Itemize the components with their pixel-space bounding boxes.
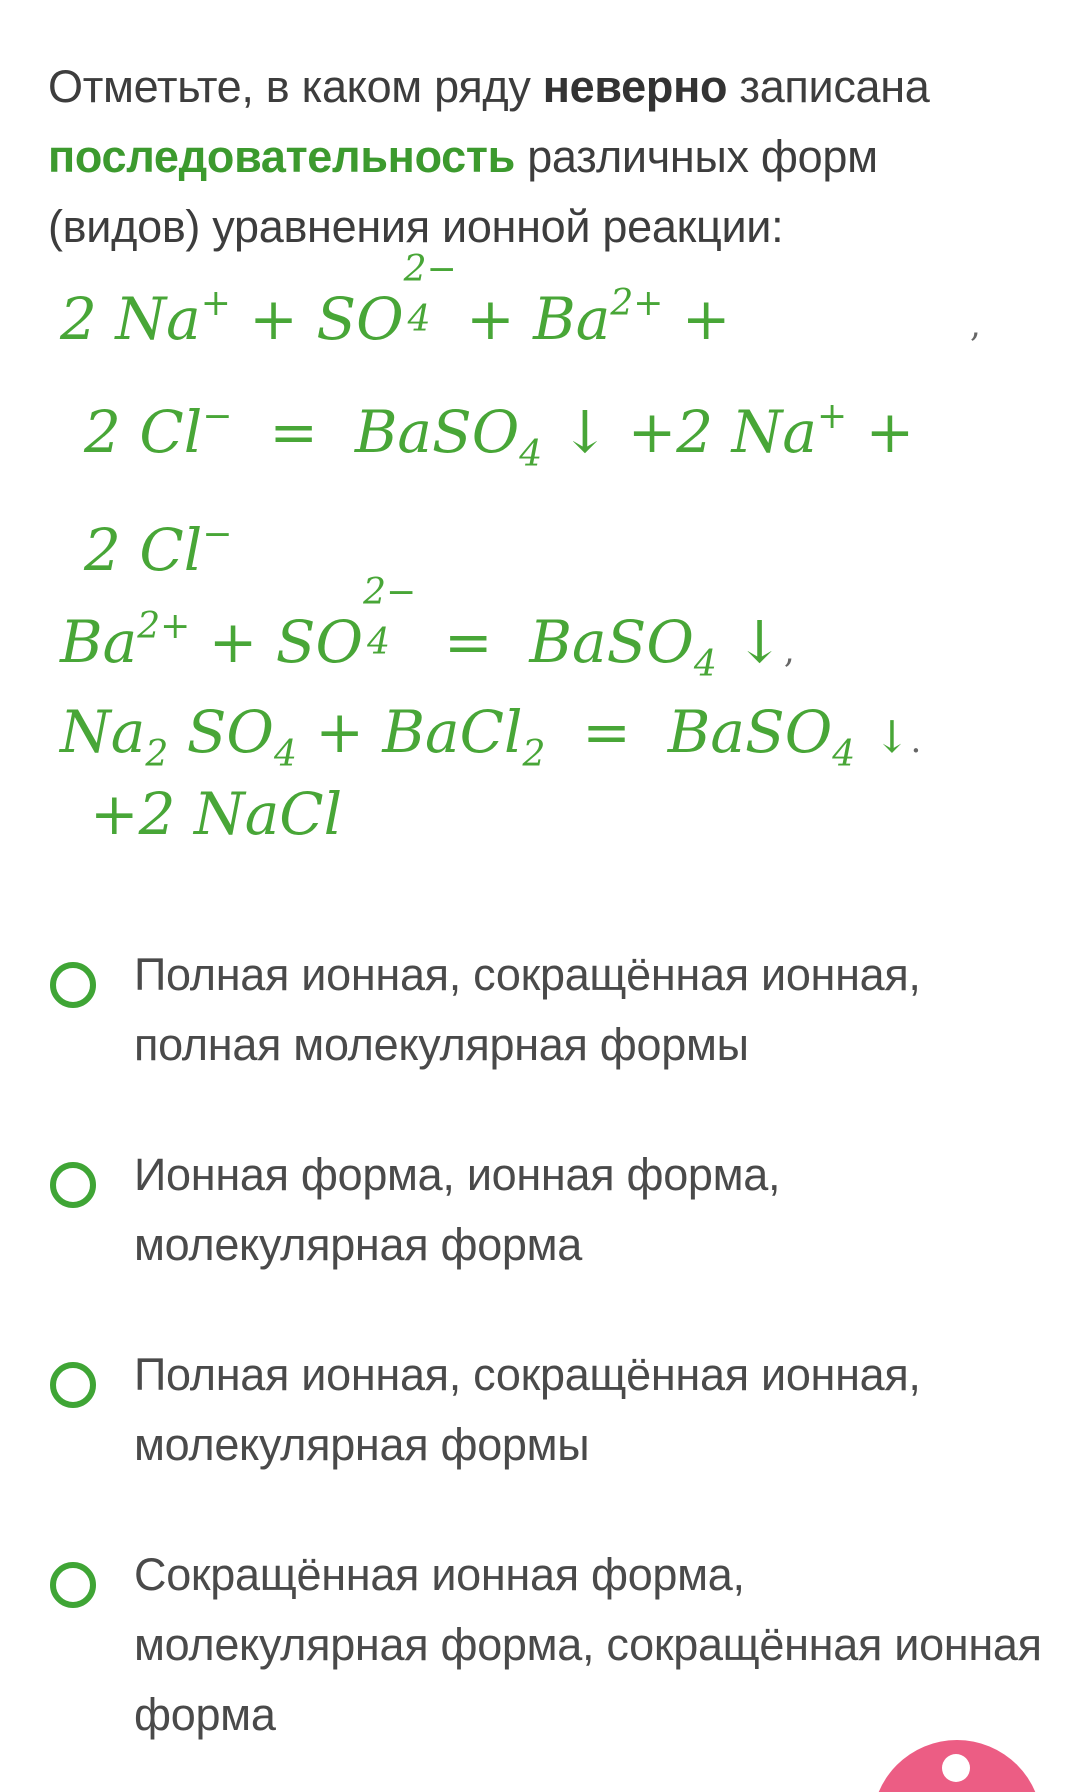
formula-line-5 [60,698,922,775]
precipitate-arrow: ↓ [735,608,784,676]
formula-symbol: SO [275,608,364,676]
formula-operator: + [681,285,731,353]
formula-symbol: SO [316,285,404,353]
formula-subscript: 4 [407,299,431,340]
formula-symbol: Na [115,285,201,353]
answer-option-3[interactable] [48,1340,1048,1480]
formula-symbol: Cl [139,398,203,466]
radio-circle-icon[interactable] [50,1162,96,1208]
question-highlight: последовательность [48,131,515,182]
formula-operator: = [443,608,493,676]
formula-line-3 [84,516,232,584]
formula-charge: 2+ [137,606,191,647]
answer-option-label: Полная ионная, сокращённая ионная, полная молекулярная формы [134,949,921,1070]
formula-punctuation: , [783,631,795,671]
formula-punctuation: , [970,305,981,345]
formula-charge: 2− [363,572,417,613]
formula-subscript: 2 [145,734,169,775]
formula-symbol: BaSO [529,608,694,676]
formula-line-4 [60,572,795,685]
formula-operator: + [249,285,298,353]
formula-coef: 2 [84,516,121,584]
radio-circle-icon[interactable] [50,962,96,1008]
formula-charge: − [202,396,233,437]
question-text [48,52,1038,262]
formula-operator: = [269,398,318,466]
formula-line-6 [90,780,342,848]
formula-operator: + [208,608,258,676]
formula-operator: = [582,698,631,766]
formula-charge: − [202,514,233,555]
formula-symbol: Cl [139,516,203,584]
formula-operator: + [865,398,915,466]
answer-option-label: Сокращённая ионная форма, молекулярная форма, сокращённая ионная форма [134,1549,1042,1740]
formula-symbol: Na [731,398,817,466]
answer-options [48,940,1048,1792]
formula-symbol: BaSO [354,398,520,466]
formula-line-2 [84,396,915,475]
formula-operator: + [466,285,515,353]
formula-subscript: 4 [832,734,856,775]
formula-symbol: Ba [60,608,138,676]
formula-charge: 2− [403,249,457,290]
radio-circle-icon[interactable] [50,1562,96,1608]
formula-charge: 2+ [610,283,664,324]
question-part: записана [727,61,930,112]
formula-coef: 2 [84,398,121,466]
formula-line-1 [60,249,731,353]
answer-option-2[interactable] [48,1140,1048,1280]
formula-operator: + [315,698,364,766]
formula-charge: + [200,283,231,324]
formula-comma [970,305,981,345]
formula-punctuation: . [910,721,922,761]
edit-icon [942,1754,970,1782]
formula-symbol: NaCl [193,780,343,848]
formula-subscript: 4 [367,622,390,663]
formula-subscript: 2 [522,734,546,775]
formula-symbol: Ba [533,285,611,353]
formula-symbol: BaCl [382,698,523,766]
formula-symbol: BaSO [667,698,833,766]
formula-subscript: 4 [273,734,297,775]
formula-subscript: 4 [519,434,543,475]
answer-option-label: Ионная форма, ионная форма, молекулярная форма [134,1149,781,1270]
formula-subscript: 4 [693,644,717,685]
question-part: различных форм (видов) уравнения ионной реакции: [48,131,878,252]
answer-option-4[interactable] [48,1540,1048,1750]
formula-symbol: Na [60,698,146,766]
formula-operator: + [627,398,677,466]
radio-circle-icon[interactable] [50,1362,96,1408]
formula-symbol: SO [186,698,274,766]
answer-option-1[interactable] [48,940,1048,1080]
precipitate-arrow: ↓ [560,398,610,466]
precipitate-arrow: ↓ [873,712,911,763]
formula-charge: + [816,396,848,437]
question-part: Отметьте, в каком ряду [48,61,543,112]
formula-coef: 2 [138,780,176,848]
question-emphasis: неверно [542,61,728,112]
formula-coef: 2 [676,398,714,466]
formula-coef: 2 [60,285,97,353]
answer-option-label: Полная ионная, сокращённая ионная, молекулярная формы [134,1349,921,1470]
formula-operator: + [90,780,139,848]
